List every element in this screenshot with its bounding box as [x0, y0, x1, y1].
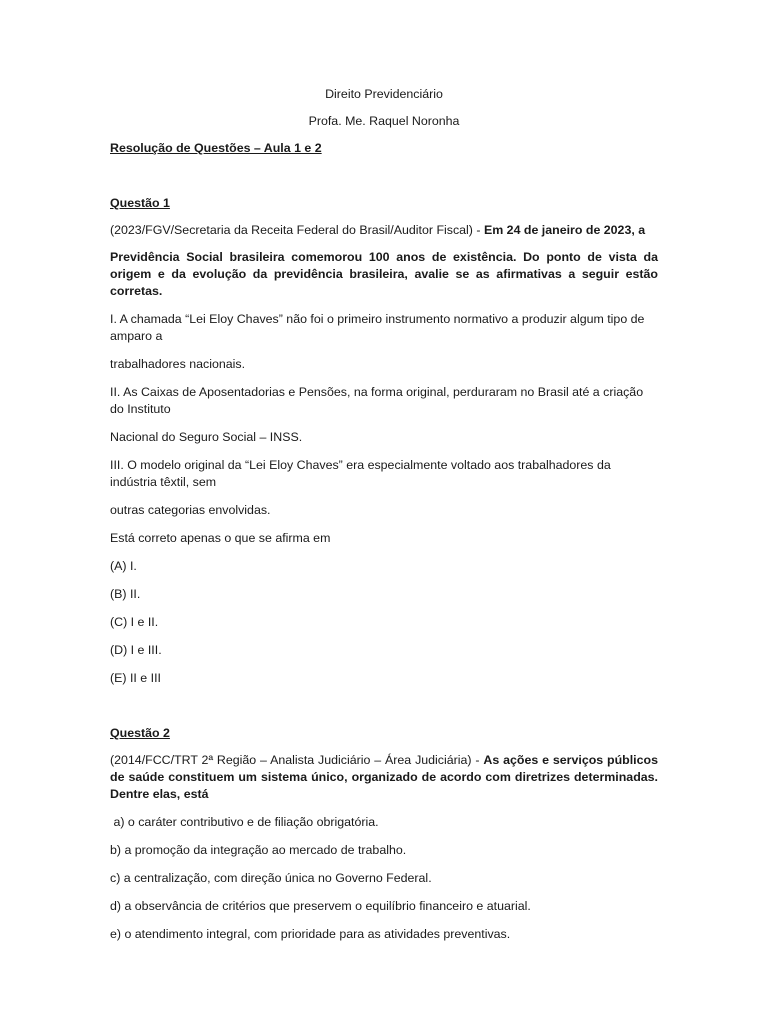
- q1-option-e: (E) II e III: [110, 671, 161, 685]
- question-1-intro-bold-1: Em 24 de janeiro de 2023, a: [483, 223, 646, 237]
- section-title: Resolução de Questões – Aula 1 e 2: [110, 141, 322, 155]
- q2-option-d: d) a observância de critérios que preservem o equilíbrio financeiro e atuarial.: [110, 899, 531, 913]
- q2-option-a: a) o caráter contributivo e de filiação obrigatória.: [110, 815, 379, 829]
- teacher-name: Profa. Me. Raquel Noronha: [308, 114, 460, 128]
- q1-option-d: (D) I e III.: [110, 643, 162, 657]
- document-content: [110, 86, 658, 943]
- question-2-intro-bold: As ações e serviços públicos de saúde constituem um sistema único, organizado de acordo com diretrizes determinadas. Dentre elas, está: [110, 753, 658, 801]
- q1-item-2a: II. As Caixas de Aposentadorias e Pensões, na forma original, perduraram no Brasil até a criação do Instituto: [110, 385, 644, 416]
- q1-item-1a: I. A chamada “Lei Eloy Chaves” não foi o primeiro instrumento normativo a produzir algum tipo de amparo a: [110, 312, 645, 343]
- question-1-source-line: [110, 222, 658, 239]
- q1-item-1b: trabalhadores nacionais.: [110, 357, 246, 371]
- question-1-intro-bold-2-text: Previdência Social brasileira comemorou 100 anos de existência. Do ponto de vista da origem e da evolução da previdência brasileira, avalie se as afirmativas a seguir estão corretas.: [110, 250, 658, 298]
- q1-item-2b: Nacional do Seguro Social – INSS.: [110, 430, 303, 444]
- q2-option-e: e) o atendimento integral, com prioridade para as atividades preventivas.: [110, 927, 511, 941]
- q1-item-3b: outras categorias envolvidas.: [110, 503, 271, 517]
- question-2-title: Questão 2: [110, 726, 170, 740]
- q1-option-c: (C) I e II.: [110, 615, 159, 629]
- q1-option-a: (A) I.: [110, 559, 137, 573]
- question-1-title: Questão 1: [110, 196, 170, 210]
- q1-stem: Está correto apenas o que se afirma em: [110, 531, 331, 545]
- q1-option-b: (B) II.: [110, 587, 141, 601]
- q2-option-b: b) a promoção da integração ao mercado de trabalho.: [110, 843, 407, 857]
- q2-option-c: c) a centralização, com direção única no Governo Federal.: [110, 871, 432, 885]
- subject-title: Direito Previdenciário: [325, 87, 443, 101]
- question-2-source: (2014/FCC/TRT 2ª Região – Analista Judiciário – Área Judiciária) -: [110, 753, 484, 767]
- question-1-intro-bold-2: [110, 249, 658, 300]
- question-1-source: (2023/FGV/Secretaria da Receita Federal do Brasil/Auditor Fiscal) -: [110, 223, 484, 237]
- question-2-intro: [110, 752, 658, 803]
- q1-item-3a: III. O modelo original da “Lei Eloy Chaves” era especialmente voltado aos trabalhadores da indústria têxtil, sem: [110, 458, 611, 489]
